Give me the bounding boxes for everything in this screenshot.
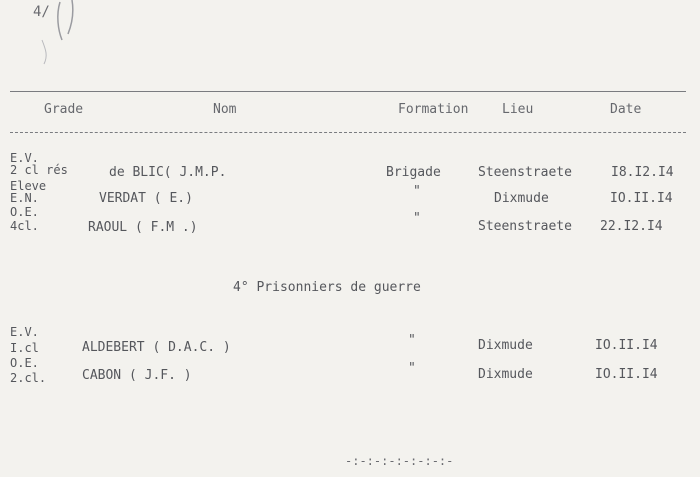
grade-line: E.V. (10, 325, 39, 339)
lieu-cell: Steenstraete (478, 165, 572, 180)
formation-cell: " (408, 333, 416, 348)
name-cell: VERDAT ( E.) (99, 191, 193, 206)
col-header-lieu: Lieu (502, 102, 534, 117)
grade-line: 4cl. (10, 219, 39, 233)
grade-line: O.E. (10, 205, 39, 219)
grade-line: I.cl (10, 341, 39, 355)
col-header-nom: Nom (213, 102, 237, 117)
lieu-cell: Dixmude (478, 367, 533, 382)
formation-cell: " (408, 361, 416, 376)
end-separator: -:-:-:-:-:-:-:- (345, 454, 454, 468)
date-cell: IO.II.I4 (610, 191, 673, 206)
grade-line: E.V. (10, 151, 39, 165)
name-cell: CABON ( J.F. ) (82, 368, 192, 383)
col-header-date: Date (610, 102, 642, 117)
grade-line: 2.cl. (10, 371, 47, 385)
grade-line: 2 cl rés (10, 163, 68, 177)
grade-line: E.N. (10, 191, 39, 205)
col-header-formation: Formation (398, 102, 469, 117)
header-bottom-rule (10, 132, 686, 133)
date-cell: 22.I2.I4 (600, 219, 663, 234)
lieu-cell: Steenstraete (478, 219, 572, 234)
name-cell: RAOUL ( F.M .) (88, 220, 198, 235)
name-cell: ALDEBERT ( D.A.C. ) (82, 340, 231, 355)
grade-line: O.E. (10, 356, 39, 370)
grade-line: Eleve (10, 179, 47, 193)
date-cell: IO.II.I4 (595, 367, 658, 382)
date-cell: I8.I2.I4 (611, 165, 674, 180)
formation-cell: " (413, 211, 421, 226)
handwritten-mark-icon (38, 0, 88, 70)
section-title-prisoners: 4° Prisonniers de guerre (233, 280, 421, 295)
formation-cell: Brigade (386, 165, 441, 180)
lieu-cell: Dixmude (494, 191, 549, 206)
date-cell: IO.II.I4 (595, 338, 658, 353)
page-number: 4/ (33, 4, 50, 20)
header-top-rule (10, 91, 686, 92)
lieu-cell: Dixmude (478, 338, 533, 353)
formation-cell: " (413, 184, 421, 199)
name-cell: de BLIC( J.M.P. (109, 165, 227, 180)
col-header-grade: Grade (44, 102, 84, 117)
